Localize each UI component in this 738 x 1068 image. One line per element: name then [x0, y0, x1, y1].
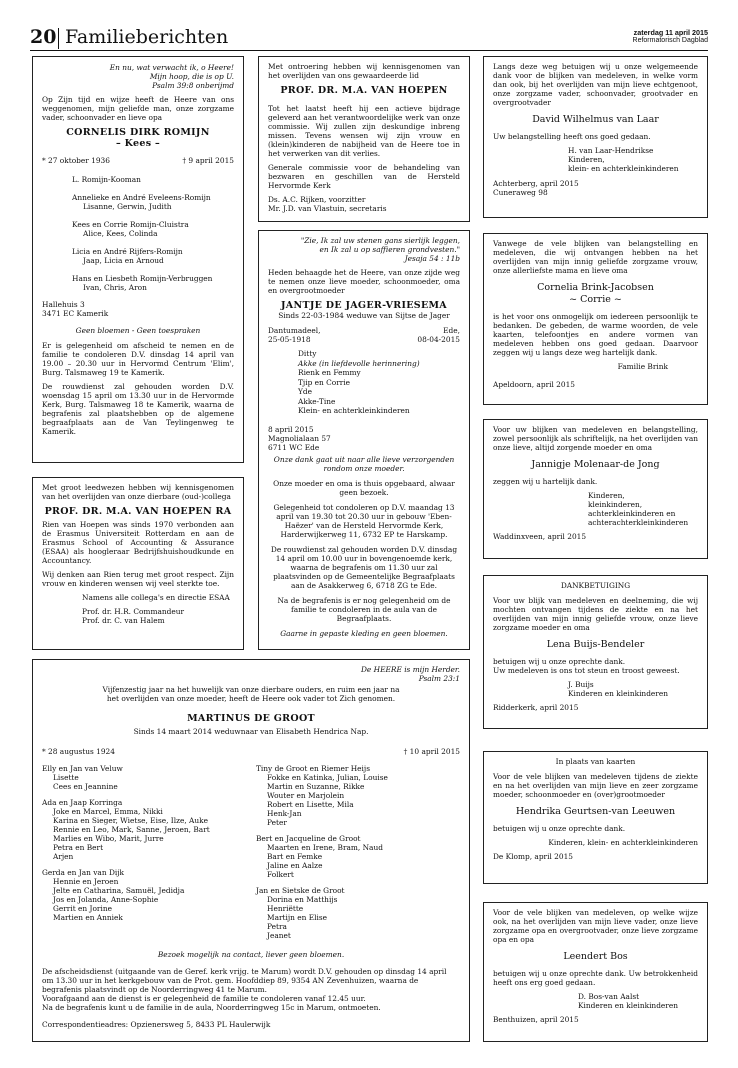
- place-date: Ridderkerk, april 2015: [493, 703, 579, 712]
- notice-intro: Heden behaagde het de Heere, van onze zijde weg te nemen onze lieve moeder, schoonmoeder, oma en overgrootmoeder: [268, 268, 460, 295]
- deceased-name: David Wilhelmus van Laar: [532, 114, 659, 125]
- life-dates: [42, 156, 234, 165]
- flowers-note: Geen bloemen - Geen toespraken: [75, 326, 201, 335]
- closing-note: Gaarne in gepaste kleding en geen bloemen.: [280, 628, 448, 638]
- deceased-name: JANTJE DE JAGER-VRIESEMA: [281, 300, 447, 311]
- notice-intro: Voor uw blijken van medeleven en belangstelling, zowel persoonlijk als schriftelijk, na het overlijden van onze lieve, altijd zorgende moeder en oma: [493, 425, 698, 452]
- deceased-name: Hendrika Geurtsen-van Leeuwen: [515, 806, 676, 817]
- bible-verse: "Zie, Ik zal uw stenen gans sierlijk leggen, en Ik zal u op saffieren grondvesten." Jesaja 54 : 11b: [300, 236, 460, 263]
- deceased-nickname: ~ Corrie ~: [569, 294, 622, 305]
- notice-de-jager: [258, 230, 470, 650]
- signatories: Familie Brink: [617, 362, 668, 371]
- notice-heading: In plaats van kaarten: [555, 757, 636, 766]
- widow-of: Sinds 22-03-1984 weduwe van Sijtse de Jager: [278, 311, 450, 320]
- deceased-name: Jannigje Molenaar-de Jong: [531, 459, 660, 470]
- deceased-name: CORNELIS DIRK ROMIJN: [66, 127, 210, 138]
- notice-body: Rien van Hoepen was sinds 1970 verbonden aan de Erasmus Universiteit Rotterdam en aan de Erasmus School of Accounting & Assurance (ESAA) als hoogleraar Bedrijfshuishoudkunde en Accountancy.: [42, 520, 234, 565]
- home-address: 8 april 2015 Magnolialaan 57 6711 WC Ede: [268, 424, 331, 452]
- notice-heading: DANKBETUIGING: [560, 581, 631, 590]
- life-dates: [42, 747, 460, 756]
- viewing-info: Onze moeder en oma is thuis opgebaard, alwaar geen bezoek.: [273, 478, 455, 497]
- notice-romijn: [32, 56, 244, 463]
- notice-van-laar: [483, 56, 708, 218]
- notice-de-groot: [32, 659, 470, 1042]
- notice-bos: [483, 902, 708, 1042]
- family-right: Tiny de Groot en Riemer Heijs Fokke en Katinka, Julian, Louise Martin en Suzanne, Rikke Wouter en Marjolein Robert en Lisette, Mila Henk-Jan Peter Bert en Jacqueline de Groot Maarten en Irene, Bram, Naud Bart en Femke Jaline en Aalze Folkert Jan en Sietske de Groot Dorina en Matthijs Henriëtte Martijn en Elise Petra Jeanet: [256, 764, 388, 940]
- place-date: Benthuizen, april 2015: [493, 1015, 579, 1024]
- service-info: De afscheidsdienst (uitgaande van de Geref. kerk vrijg. te Marum) wordt D.V. gehouden op dinsdag 14 april om 13.30 uur in het kerkgebouw van de Prot. gem. Hoofddiep 89, 9354 AN Zevenhuizen, waarna de begrafenis plaatsvindt op de Noorderringweg 41 te Marum.: [42, 967, 447, 994]
- notice-buijs-bendeler: [483, 575, 708, 729]
- notice-intro: Met groot leedwezen hebben wij kennisgenomen van het overlijden van onze dierbare (oud-)collega: [42, 483, 234, 501]
- deceased-name: PROF. DR. M.A. VAN HOEPEN: [280, 85, 448, 96]
- deceased-name: Cornelia Brink-Jacobsen: [537, 282, 654, 293]
- deceased-name: Lena Buijs-Bendeler: [546, 639, 645, 650]
- place-date: De Klomp, april 2015: [493, 852, 573, 861]
- thanks-text: is het voor ons onmogelijk om iedereen persoonlijk te bedanken. De gebeden, de warme woorden, de vele kaarten, telefoontjes en andere vormen van medeleven hebben ons goed gedaan. Daarvoor zeggen wij u langs deze weg hartelijk dank.: [493, 312, 698, 357]
- birth-date: * 27 oktober 1936: [42, 156, 110, 165]
- signatories: D. Bos-van Aalst Kinderen en kleinkinderen: [578, 992, 678, 1010]
- thanks-text: Uw belangstelling heeft ons goed gedaan.: [493, 132, 651, 141]
- notice-hoepen-esaa: [32, 477, 244, 650]
- family-columns: [42, 764, 460, 940]
- place-date: Waddinxveen, april 2015: [493, 532, 587, 541]
- family-list: Ditty Akke (in liefdevolle herinnering) Rienk en Femmy Tjip en Corrie Yde Akke-Tine Klein- en achterkleinkinderen: [298, 349, 420, 415]
- section-title: Familieberichten: [65, 26, 229, 48]
- thanks-text: zeggen wij u hartelijk dank.: [493, 477, 598, 486]
- thanks-text: betuigen wij u onze oprechte dank.: [493, 824, 626, 833]
- notice-intro: Langs deze weg betuigen wij u onze welgemeende dank voor de blijken van medeleven, in welke vorm dan ook, bij het overlijden van mijn lieve echtgenoot, onze zorgzame vader, schoonvader, grootvader en overgrootvader: [493, 62, 698, 107]
- signatories: Ds. A.C. Rijken, voorzitter Mr. J.D. van Vlastuin, secretaris: [268, 195, 387, 213]
- paper-name: Reformatorisch Dagblad: [632, 37, 708, 44]
- notice-intro: Voor de vele blijken van medeleven, op welke wijze ook, na het overlijden van mijn lieve vader, onze lieve zorgzame opa en overgrootvader, onze lieve zorgzame opa en opa: [493, 908, 698, 944]
- family-left: Elly en Jan van Veluw Lisette Cees en Jeannine Ada en Jaap Korringa Joke en Marcel, Emma, Nikki Karina en Sieger, Wietse, Eise, Ilze, Auke Rennie en Leo, Mark, Sanne, Jeroen, Bart Marlies en Wibo, Marit, Jurre Petra en Bert Arjen Gerda en Jan van Dijk Hennie en Jeroen Jelte en Catharina, Samuël, Jedidja Jos en Jolanda, Anne-Sophie Gerrit en Jorine Martien en Anniek: [42, 764, 210, 922]
- visit-note: Bezoek mogelijk na contact, liever geen bloemen.: [157, 950, 345, 959]
- signatories: J. Buijs Kinderen en kleinkinderen: [568, 680, 668, 698]
- widower-of: Sinds 14 maart 2014 weduwnaar van Elisabeth Hendrica Nap.: [133, 727, 369, 736]
- life-dates: [268, 326, 460, 335]
- aula-info: Na de begrafenis is er nog gelegenheid om de familie te condoleren in de aula van de Begraafplaats.: [277, 595, 451, 623]
- notice-wishes: Wij denken aan Rien terug met groot respect. Zijn vrouw en kinderen wensen wij veel sterkte toe.: [42, 570, 234, 588]
- death-date: † 10 april 2015: [403, 747, 460, 756]
- death-date: † 9 april 2015: [182, 156, 234, 165]
- notice-brink: [483, 233, 708, 405]
- deceased-name: PROF. DR. M.A. VAN HOEPEN RA: [44, 506, 232, 517]
- notice-molenaar: [483, 419, 708, 559]
- notice-intro: Voor de vele blijken van medeleven tijdens de ziekte en na het overlijden van mijn lieve en zeer zorgzame moeder, schoonmoeder en (over)grootmoeder: [493, 772, 698, 799]
- notice-geurtsen: [483, 751, 708, 884]
- death-place: Ede,: [443, 326, 460, 335]
- notice-intro: Met ontroering hebben wij kennisgenomen van het overlijden van ons gewaardeerde lid: [268, 62, 460, 80]
- thanks-text: betuigen wij u onze oprechte dank. Uw medeleven is ons tot steun en troost geweest.: [493, 657, 680, 675]
- signatories: H. van Laar-Hendrikse Kinderen, klein- en achterkleinkinderen: [568, 146, 679, 173]
- notice-intro: Vanwege de vele blijken van belangstelling en medeleven, die wij ontvangen hebben na het overlijden van mijn innig geliefde zorgzame vrouw, onze allerliefste mama en lieve oma: [493, 239, 698, 275]
- header-rule: [30, 50, 708, 51]
- deceased-name: Leendert Bos: [563, 951, 628, 962]
- condolence-info: Voorafgaand aan de dienst is er gelegenheid de familie te condoleren vanaf 12.45 uur.: [42, 994, 366, 1003]
- notice-intro: Vijfenzestig jaar na het huwelijk van onze dierbare ouders, en ruim een jaar na het overlijden van onze moeder, heeft de Heere ook vader tot Zich genomen.: [102, 685, 400, 703]
- thanks-text: betuigen wij u onze oprechte dank. Uw betrokkenheid heeft ons erg goed gedaan.: [493, 969, 698, 987]
- notice-intro: Voor uw blijk van medeleven en deelneming, die wij mochten ontvangen tijdens de ziekte en na het overlijden van mijn innig geliefde vrouw, onze lieve zorgzame moeder en oma: [493, 596, 698, 632]
- birth-date: * 28 augustus 1924: [42, 747, 115, 756]
- funeral-info: De rouwdienst zal gehouden worden D.V. woensdag 15 april om 13.30 uur in de Hervormde Kerk, Burg. Talsmaweg 18 te Kamerik, waarna de begrafenis zal plaatshebben op de algemene begraafplaats aan de Van Teylingenweg te Kamerik.: [42, 382, 234, 436]
- bible-verse: De HEERE is mijn Herder. Psalm 23:1: [361, 665, 460, 683]
- deceased-name: MARTINUS DE GROOT: [187, 713, 315, 724]
- place-date: Achterberg, april 2015 Cuneraweg 98: [493, 179, 579, 197]
- funeral-info: De rouwdienst zal gehouden worden D.V. dinsdag 14 april om 10.00 uur in bovengenoemde kerk, waarna de begrafenis om 11.30 uur zal plaatsvinden op de Gemeentelijke Begraafplaats aan de Asakkerweg 6, 6718 ZG te Ede.: [270, 544, 458, 590]
- family-list: L. Romijn-Kooman Annelieke en André Eveleens-Romijn Lisanne, Gerwin, Judith Kees en Corrie Romijn-Cluistra Alice, Kees, Colinda Licia en André Rijfers-Romijn Jaap, Licia en Arnoud Hans en Liesbeth Romijn-Verbruggen Ivan, Chris, Aron: [72, 175, 213, 292]
- header-divider: [58, 28, 59, 49]
- signatories: Kinderen, kleinkinderen, achterkleinkinderen en achterachterkleinkinderen: [588, 491, 689, 527]
- place-date: Apeldoorn, april 2015: [493, 380, 575, 389]
- meeting-info: Na de begrafenis kunt u de familie in de aula, Noorderringweg 15c in Marum, ontmoeten.: [42, 1003, 381, 1012]
- death-date: 08-04-2015: [417, 335, 460, 344]
- signatories: Prof. dr. H.R. Commandeur Prof. dr. C. van Halem: [82, 607, 185, 625]
- birth-date: 25-05-1918: [268, 335, 311, 344]
- thanks-note: Onze dank gaat uit naar alle lieve verzorgenden rondom onze moeder.: [273, 454, 455, 473]
- condolence-info: Er is gelegenheid om afscheid te nemen en de familie te condoleren D.V. dinsdag 14 april van 19.00 – 20.30 uur in Hervormd Centrum 'Elim', Burg. Talsmaweg 19 te Kamerik.: [42, 341, 234, 377]
- correspondence-address: Correspondentieadres: Opzienersweg 5, 8433 PL Haulerwijk: [42, 1020, 271, 1029]
- condolence-info: Gelegenheid tot condoleren op D.V. maandag 13 april van 19.30 tot 20.30 uur in gebouw 'Eben-Haëzer' van de Hersteld Hervormde Kerk, Harderwijkerweg 11, 6732 EP te Harskamp.: [273, 502, 455, 539]
- committee-name: Generale commissie voor de behandeling van bezwaren en geschillen van de Hersteld Hervormde Kerk: [268, 163, 460, 190]
- bible-verse: En nu, wat verwacht ik, o Heere! Mijn hoop, die is op U. Psalm 39:8 onberijmd: [109, 63, 234, 90]
- issue-date: zaterdag 11 april 2015: [633, 28, 708, 37]
- home-address: Hallehuis 3 3471 EC Kamerik: [42, 300, 109, 318]
- page-number: 20: [30, 26, 57, 48]
- signatories: Kinderen, klein- en achterkleinkinderen: [548, 838, 698, 847]
- deceased-nickname: – Kees –: [116, 138, 160, 149]
- life-dates-numbers: [268, 335, 460, 344]
- notice-body: Tot het laatst heeft hij een actieve bijdrage geleverd aan het verantwoordelijke werk van onze commissie. Wij zullen zijn deskundige inbreng missen. Tevens wensen wij zijn vrouw en (klein)kinderen de nabijheid van de Heere toe in het verwerken van dit verlies.: [268, 104, 460, 158]
- notice-hoepen-committee: [258, 56, 470, 222]
- notice-intro: Op Zijn tijd en wijze heeft de Heere van ons weggenomen, mijn geliefde man, onze zorgzame vader, schoonvader en lieve opa: [42, 95, 234, 122]
- birth-place: Dantumadeel,: [268, 326, 321, 335]
- sign-intro: Namens alle collega's en directie ESAA: [82, 593, 230, 602]
